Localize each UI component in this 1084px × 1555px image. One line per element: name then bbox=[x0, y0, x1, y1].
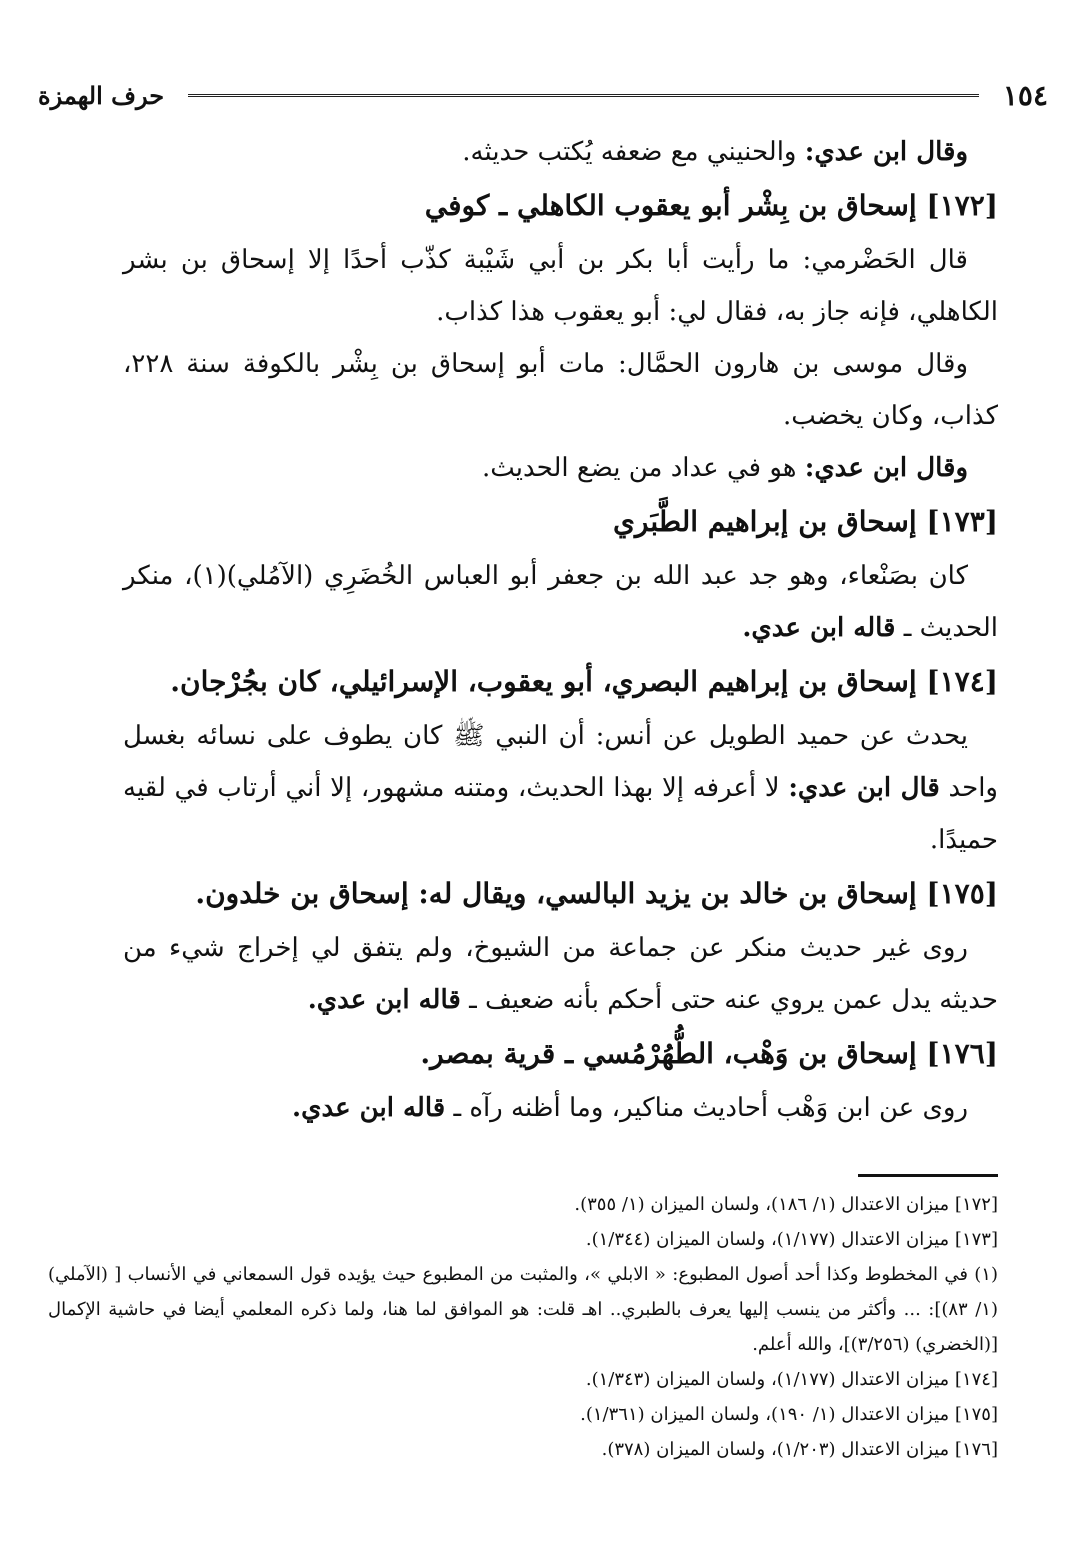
footnote: [١٧٢] ميزان الاعتدال (١/ ١٨٦)، ولسان الميزان (١/ ٣٥٥). bbox=[574, 1194, 998, 1215]
footnote: [١٧٣] ميزان الاعتدال (١/١٧٧)، ولسان الميزان (١/٣٤٤). bbox=[585, 1229, 998, 1250]
page-number: ١٥٤ bbox=[1002, 78, 1048, 112]
bold-phrase: قال ابن عدي: bbox=[788, 773, 940, 803]
text-span: والحنيني مع ضعفه يُكتب حديثه. bbox=[462, 137, 805, 167]
bold-phrase: قاله ابن عدي. bbox=[742, 613, 896, 643]
entry-heading-176: [١٧٦] إسحاق بن وَهْب، الطُّهُرْمُسي ـ قرية بمصر. bbox=[420, 1037, 998, 1070]
paragraph bbox=[123, 710, 998, 866]
text-span: هو في عداد من يضع الحديث. bbox=[481, 453, 805, 483]
text-span: يحدث عن حميد الطويل عن أنس: أن النبي ﷺ كان يطوف على نسائه بغسل واحد bbox=[123, 721, 998, 803]
text-span: روى غير حديث منكر عن جماعة من الشيوخ، ولم يتفق لي إخراج شيء من حديثه يدل عمن يروي عنه حتى أحكم بأنه ضعيف ـ bbox=[123, 933, 998, 1015]
paragraph bbox=[123, 442, 998, 494]
bold-phrase: قاله ابن عدي. bbox=[292, 1093, 446, 1123]
footnote-separator bbox=[858, 1174, 998, 1177]
footnote: (١) في المخطوط وكذا أحد أصول المطبوع: « الابلي »، والمثبت من المطبوع حيث يؤيده قول السمعاني في الأنساب [ (الآملي)(١/ ٨٣)]: ... وأكثر من ينسب إليها يعرف بالطبري.. اهـ قلت: هو الموافق لما هنا، ولما ذكره المعلمي أيضا في حاشية الإكمال [(الخضري) (٣/٢٥٦)]، والله أعلم. bbox=[48, 1264, 998, 1355]
bold-phrase: قاله ابن عدي. bbox=[307, 985, 461, 1015]
text-span: كان بصَنْعاء، وهو جد عبد الله بن جعفر أبو العباس الخُضَرِي (الآمُلي)(١)، منكر الحديث ـ bbox=[123, 561, 998, 643]
running-header bbox=[38, 70, 1048, 120]
text-span: روى عن ابن وَهْب أحاديث مناكير، وما أظنه رآه ـ bbox=[445, 1093, 968, 1123]
paragraph bbox=[123, 126, 998, 178]
footnote: [١٧٦] ميزان الاعتدال (١/٢٠٣)، ولسان الميزان (٣٧٨). bbox=[601, 1439, 998, 1460]
entry-heading-175: [١٧٥] إسحاق بن خالد بن يزيد البالسي، ويقال له: إسحاق بن خلدون. bbox=[195, 877, 998, 910]
text-span: لا أعرفه إلا بهذا الحديث، ومتنه مشهور، إلا أني أرتاب في لقيه حميدًا. bbox=[123, 773, 998, 855]
bold-phrase: وقال ابن عدي: bbox=[804, 453, 968, 483]
paragraph bbox=[123, 550, 998, 654]
entry-heading-174: [١٧٤] إسحاق بن إبراهيم البصري، أبو يعقوب، الإسرائيلي، كان بجُرْجان. bbox=[170, 665, 998, 698]
bold-phrase: وقال ابن عدي: bbox=[804, 137, 968, 167]
paragraph bbox=[123, 1082, 998, 1134]
paragraph bbox=[123, 922, 998, 1026]
header-rule bbox=[188, 94, 979, 97]
entry-heading-172: [١٧٢] إسحاق بن بِشْر أبو يعقوب الكاهلي ـ كوفي bbox=[424, 189, 998, 222]
footnotes bbox=[38, 1187, 1048, 1467]
footnote: [١٧٥] ميزان الاعتدال (١/ ١٩٠)، ولسان الميزان (١/٣٦١). bbox=[580, 1404, 998, 1425]
main-text bbox=[38, 126, 1048, 1134]
paragraph: قال الحَضْرمي: ما رأيت أبا بكر بن أبي شَيْبة كذّب أحدًا إلا إسحاق بن بشر الكاهلي، فإنه جاز به، فقال لي: أبو يعقوب هذا كذاب. bbox=[123, 245, 998, 327]
chapter-title: حرف الهمزة bbox=[38, 80, 165, 110]
paragraph: وقال موسى بن هارون الحمَّال: مات أبو إسحاق بن بِشْر بالكوفة سنة ٢٢٨، كذاب، وكان يخضب. bbox=[123, 349, 998, 431]
footnote: [١٧٤] ميزان الاعتدال (١/١٧٧)، ولسان الميزان (١/٣٤٣). bbox=[585, 1369, 998, 1390]
book-page bbox=[38, 70, 1048, 1467]
entry-heading-173: [١٧٣] إسحاق بن إبراهيم الطَّبَري bbox=[612, 505, 998, 538]
